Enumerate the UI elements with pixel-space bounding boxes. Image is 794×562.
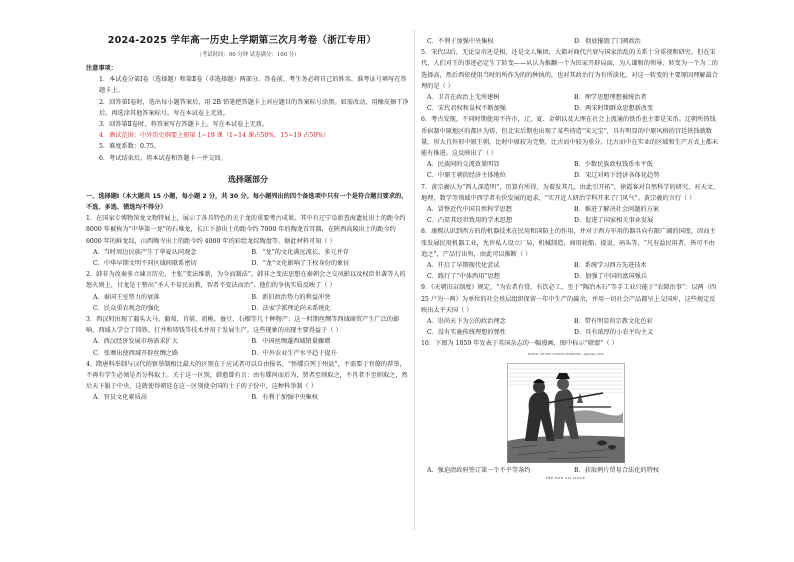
option[interactable]: A．秦国王室势力的衰落 [93, 293, 160, 301]
notes-heading: 注意事项： [86, 65, 117, 72]
question-stem: 9．《天朝田亩制度》规定，“为农者有赏，有饮必工，至于“陶冶木石”等手工业只能于“农隙治事”：以两（四 25 户为一两）为单位的社会基层组织保留一年中生产的赢余，并用一切社会产品都呈上交国库，这些规定反映出太平天国（ ） [421, 284, 717, 314]
option[interactable]: C．张骞出使西域开辟丝绸之路 [93, 349, 179, 357]
question-stem: 3．西汉时出现了葡头大马、葡萄、苜蓿、胡桃、蚕豆、石榴等几十种物产；这一时期丝绸等西域商贸产生广泛的影响，西域人学会了铸铁、打井和铸钱等技术并用于发展生产。这些现象的出现主要得益于（ ） [86, 316, 400, 335]
option[interactable]: A．民族间的交流效果明显 [427, 161, 500, 169]
question-stem: 6．考古发现，不同时期使用不许市，辽、夏、金朝以及大理在社会上流通的铁币也主要是宋币。辽朝所铸钱币宿制中原地区的都区为铸，但北宋后期也出现了某些铸造“宋元宝”，具有明显的中原风格的宫廷铁钱就数量。形大且外形中原王朝，比时中原较为完整，比古而中较为重分，比古而中在实业的区域和生产方式上都未能有推进。这反映出了（ ） [421, 116, 718, 158]
question-stem: 7．黄宗羲认为“西人深造明”，历算有所得，为着发其几，由此引开拓”，徐霞客对自然科学的研究，对天文、地理、数学等领域中西学者有价发展的追求，“实开近人研治学科开来了门风气”。黄宗羲的言行（ ） [421, 183, 720, 202]
option[interactable]: C．不利于加强中央集权 [427, 38, 494, 45]
option[interactable]: B．新旧政治势力的利益冲突 [251, 293, 331, 301]
option[interactable]: B．理学思想理想被统治者 [574, 94, 647, 102]
question-stem: 5．宋代以后，无论皇帝还是相，还是文人集团，大都对商代兴衰与国家治乱的关系十分重视和研究，但在宋代，人们对王的事迹必定生了转变——从认为推翻一个为匡家开辟局面，为人谦和的领导，转变为一个为二的选择高，然后西依使用当时的所作为的的种执的，也对其政治行为有所淡化，对这一转变的主要原因理解最合理的是（ ） [421, 49, 718, 90]
option[interactable]: C．民众重农观念的强化 [93, 304, 160, 312]
note-item: 5．难度系数：0.75。 [99, 143, 161, 151]
options [421, 36, 721, 47]
note-item: 2．回答第Ⅰ卷时，选出每小题答案后，用 2B 铅笔把答题卡上对应题目的答案标号涂黑。如需改动，用橡皮擦干净后，再选涂其他答案标号。写在本试卷上无效。 [99, 98, 409, 117]
cartoon-bottom-caption: THE NEW ALLIANCE. [545, 475, 587, 480]
option[interactable]: D．加强了中国的富国强兵 [574, 273, 648, 281]
question-4 [86, 359, 410, 404]
question-2 [86, 269, 410, 314]
option[interactable]: D．两宋时期群众思想新改变 [574, 105, 654, 113]
question-stem: 10．下图为 1859 年发表于英国杂志的一幅漫画，图中标示“联盟”（ ） [421, 340, 618, 348]
option[interactable]: D．彻底摧毁了门阀政治 [574, 38, 641, 45]
options [86, 336, 410, 358]
options [421, 316, 721, 338]
option[interactable]: D．宋辽对峙下经济各体化趋势 [574, 172, 660, 180]
section-intro: 一、选择题Ⅰ（本大题共 15 小题，每小题 2 分，共 30 分。每小题列出的四个备选项中只有一个是符合题目要求的，不选、多选、错选均不得分） [86, 192, 408, 212]
option[interactable]: D．法家学派理论尚未系统化 [251, 304, 331, 312]
page-title: 2024-2025 学年高一历史上学期第三次月考卷（浙江专用） [107, 35, 377, 46]
column-divider [414, 30, 415, 530]
option[interactable]: A．冒整近代中国自然科学思想 [427, 206, 512, 214]
option[interactable]: C．没有实施传统理想的弹性 [427, 329, 506, 337]
cartoon-drawing [507, 357, 625, 469]
cartoon-top-caption: PUNCH, OR THE LONDON CHARIVARI.—Saturday 1859. [527, 352, 605, 356]
option[interactable]: B．系统学习西方先进技术 [574, 262, 647, 270]
options [86, 247, 410, 269]
question-10 [421, 338, 721, 480]
options [421, 159, 721, 181]
question-6 [421, 114, 721, 181]
option[interactable]: A．卫青在政治上无所建树 [427, 94, 500, 102]
right-column [421, 36, 721, 480]
option[interactable]: C．中原王朝的经济主体地位 [427, 172, 506, 180]
note-item: 1．本试卷分第Ⅰ卷（选择题）和第Ⅱ卷（非选择题）两部分。答卷前，考生务必将自己的姓名、准考证号填写在答题卡上。 [99, 76, 407, 95]
question-7 [421, 182, 721, 227]
option[interactable]: D．促进了国家相关事业发展 [574, 217, 654, 225]
note-item-scope: 4．测试范围：中外历史纲要上册第 1~19 课（1~14 课占50%，15~19 占50%） [99, 132, 330, 140]
option[interactable]: A．强迫清政府签订第一个不平等条约 [427, 466, 531, 474]
question-1 [86, 213, 410, 269]
option[interactable]: A．开启了早期现代化尝试 [427, 262, 500, 270]
option[interactable]: B．少数民族政权钱币水平低 [574, 161, 653, 169]
note-item: 3．回答第Ⅱ卷时，将答案写在答题卡上。写在本试卷上无效。 [99, 121, 269, 129]
options [86, 292, 410, 314]
question-5 [421, 47, 721, 114]
option[interactable]: C．宋代君权和皇权不断加强 [427, 105, 506, 113]
option[interactable]: D．具有浓厚的小农平均主义 [574, 329, 654, 337]
exam-info: （考试时间：90 分钟 试卷满分：100 分） [196, 52, 300, 58]
question-8 [421, 226, 721, 282]
option[interactable]: B．“龙”的文化满远流长、多元并存 [251, 248, 349, 256]
note-item: 6．考试结束后，将本试卷和答题卡一并交回。 [99, 154, 227, 162]
option[interactable]: A．西汉经济发展市场需求扩大 [93, 338, 178, 346]
option[interactable]: A．崇尚天下为公的政治理念 [427, 318, 506, 326]
option[interactable]: B．有利于加强中央集权 [251, 394, 318, 402]
option[interactable]: B．推进了解决社会问题的方案 [574, 206, 659, 214]
question-3 [86, 314, 410, 359]
option[interactable]: B．获取鸦片贸易合法化的特权 [574, 466, 659, 474]
option[interactable]: C．中华早期文明不同区域间联系密切 [93, 260, 197, 268]
question-stem: 1．在国家专博物馆龙文物特展上，展示了各具特色的关于龙的重要考古成果。其中有辽宁阜新查海遗址出土的距今约 8000 年被称为“中华第一龙”的石堆龙，长江下游出土的距今约 7000 年的陶龙首耳器，在陕西高陵出土的距今约 6000 年的鲜龙纹，山西陶寺出土的距今约 4000 年的彩绘龙纹陶盘等。据此材料可知（ ） [86, 215, 406, 245]
question-stem: 4．隋唐科举制与汉代的察举制相比最大的区别在于应试者可以自由报名，“怀牒自列于州县”，不需要于官僚的荐举，不再有学生必须是否分科取士。关于这一区别，韩愈曾有言：由有牒何而后为，贤者至则取之，不肖者不至则取之，然后天下服于中央，这就使得朝廷在这一区别使全国的士子的子份中，这种科举制（ ） [86, 360, 408, 391]
options [421, 260, 721, 282]
option[interactable]: C．践行了“中体西用”思想 [427, 273, 500, 281]
section-title: 选择题部分 [228, 174, 268, 184]
question-9 [421, 282, 721, 338]
option[interactable]: A．官员文化素质高 [93, 394, 147, 402]
option[interactable]: B．带有明显的宗教文化色彩 [574, 318, 653, 326]
options [421, 92, 721, 114]
question-stem: 2．韩非为改秦多立谏言历史，主张“变法维新，为今而制法”，韩非之变法思想在秦朝会之交凤影以及权臣世袭等人的怒火则上，甘龙是于整出“圣人不易民而教，智者不变法而治”。他们的争执实质反映了（ ） [86, 271, 406, 290]
option[interactable]: B．中国丝绸蓬西域销量骤增 [251, 338, 331, 346]
option[interactable]: A．当时周边民族产生了华夏认同观念 [93, 248, 197, 256]
left-column [86, 34, 410, 404]
option[interactable]: C．凸显其经世致用的学术思想 [427, 217, 513, 225]
options [86, 392, 410, 403]
question-stem: 8．康熙认识到西方的的机器技术在民用和国防上的作用，并对于西方军用的器具向有限广阔的国度。因而主张发展民用机器工业，允许私人设立厂局，机械制造、商用轮船、提说、码头等，“凡有益民用者，皆可不由追之”，产品行出售，由此可以推断（ ） [421, 228, 716, 258]
options [421, 204, 721, 226]
option[interactable]: D．中外农业生产水平趋于提升 [251, 349, 337, 357]
option[interactable]: D．“龙”文化影响了王权身份的象征 [251, 260, 350, 268]
